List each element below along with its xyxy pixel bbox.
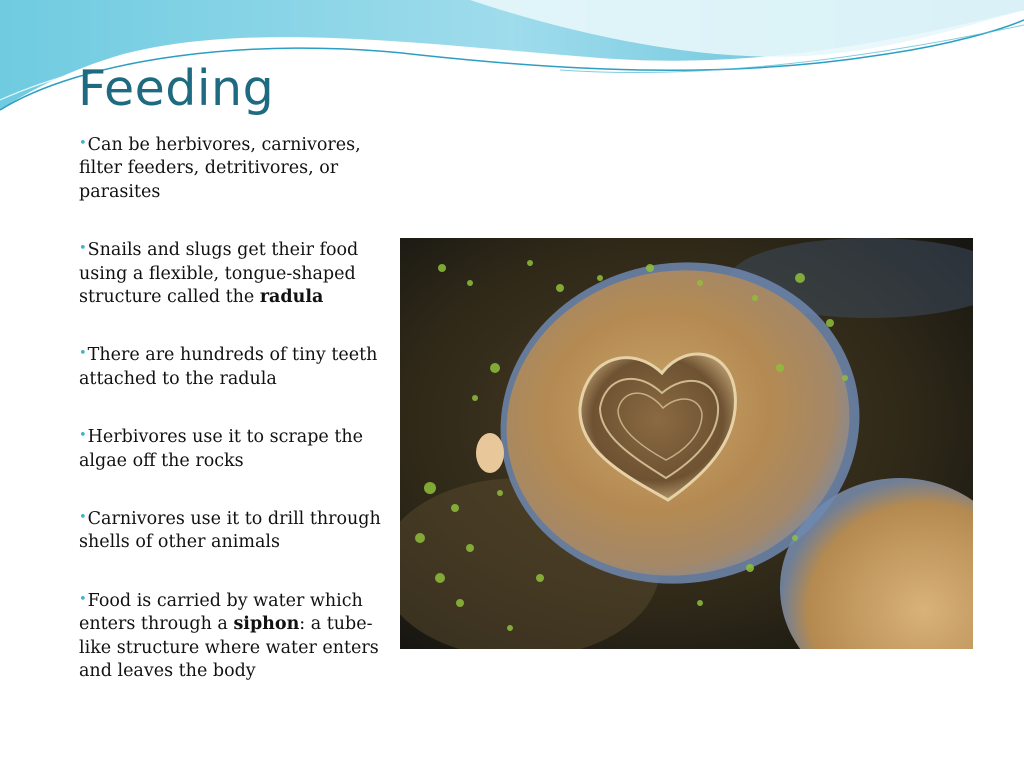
bullet-dot-icon: •	[79, 510, 87, 526]
bullet-list	[79, 132, 391, 684]
bullet-dot-icon: •	[79, 346, 87, 362]
bullet-item: •Can be herbivores, carnivores, filter feeders, detritivores, or parasites	[79, 135, 361, 202]
bullet-item: •Snails and slugs get their food using a flexible, tongue-shaped structure called the radula	[79, 240, 359, 308]
bullet-item: •There are hundreds of tiny teeth attached to the radula	[79, 345, 378, 389]
snail-underside-photo	[400, 238, 973, 649]
bullet-item: •Carnivores use it to drill through shells of other animals	[79, 509, 381, 553]
term-siphon: siphon	[233, 614, 300, 635]
term-radula: radula	[259, 287, 324, 308]
bullet-dot-icon: •	[79, 136, 87, 151]
bullet-item: •Food is carried by water which enters through a siphon: a tube-like structure where water enters and leaves the body	[79, 590, 379, 682]
slide-title: Feeding	[78, 60, 275, 117]
bullet-dot-icon: •	[79, 591, 87, 607]
bullet-dot-icon: •	[79, 241, 87, 257]
bullet-dot-icon: •	[79, 428, 87, 444]
bullet-item: •Herbivores use it to scrape the algae off the rocks	[79, 427, 363, 471]
